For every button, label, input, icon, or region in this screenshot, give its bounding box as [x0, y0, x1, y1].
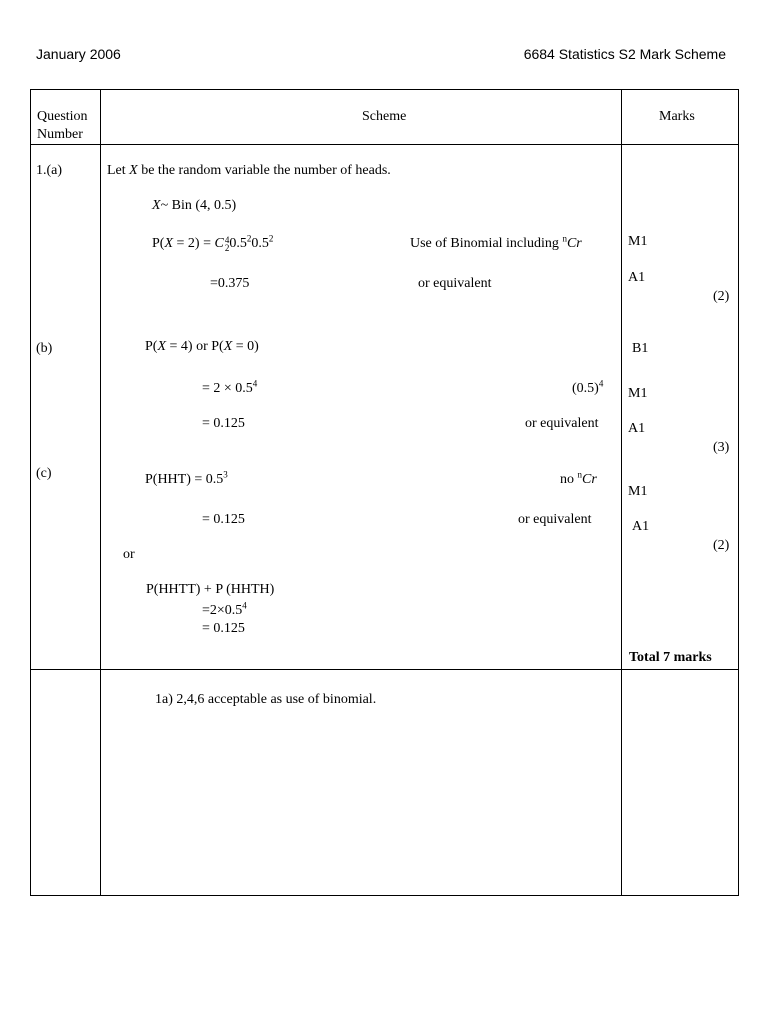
table-column-divider-1 [100, 89, 101, 896]
table-border-bottom [30, 895, 739, 896]
table-column-divider-2 [621, 89, 622, 896]
scheme-distribution: X~ Bin (4, 0.5) [152, 198, 237, 213]
scheme-c-step-2: = 0.125 [202, 512, 245, 527]
scheme-b-note-3: or equivalent [525, 416, 599, 431]
question-number-1a: 1.(a) [36, 163, 63, 178]
scheme-c-note-1: no $^n$Cr [560, 469, 597, 487]
scheme-b-step-3: = 0.125 [202, 416, 245, 431]
header-number: Number [37, 127, 83, 142]
header-marks: Marks [659, 109, 695, 124]
scheme-note-row: 1a) 2,4,6 acceptable as use of binomial. [155, 692, 377, 707]
scheme-intro: Let X be the random variable the number of heads. [107, 163, 391, 178]
table-border-left [30, 89, 31, 896]
scheme-result-a-note: or equivalent [418, 276, 492, 291]
mark-c-a1: A1 [632, 519, 650, 534]
header-title: 6684 Statistics S2 Mark Scheme [523, 46, 726, 62]
question-part-c: (c) [36, 466, 52, 481]
mark-b-m1: M1 [628, 386, 648, 401]
scheme-c-note-2: or equivalent [518, 512, 592, 527]
mark-a-total: (2) [713, 289, 730, 304]
scheme-b-step-2: = $2 \times 0.5^4$ [202, 378, 258, 396]
mark-a-m1: M1 [628, 234, 648, 249]
table-header-divider [30, 144, 739, 145]
question-part-b: (b) [36, 341, 53, 356]
mark-grand-total: Total 7 marks [629, 650, 712, 665]
scheme-or: or [123, 547, 135, 562]
mark-c-m1: M1 [628, 484, 648, 499]
header-date: January 2006 [36, 46, 121, 62]
table-border-top [30, 89, 739, 90]
header-scheme: Scheme [362, 109, 407, 124]
scheme-result-a: =0.375 [210, 276, 250, 291]
scheme-c-alt-3: = 0.125 [202, 621, 245, 636]
scheme-probability-c: $P(HHT) = 0.5^3$ [145, 469, 228, 487]
scheme-c-alt-1: P(HHTT) + P (HHTH) [146, 582, 275, 597]
header-question: Question [37, 109, 88, 124]
mark-b-b1: B1 [632, 341, 649, 356]
scheme-b-note-2: $(0.5)^4$ [572, 378, 604, 396]
scheme-probability-b: P(X = 4) or P(X = 0) [145, 339, 259, 354]
table-row-divider [30, 669, 739, 670]
mark-b-a1: A1 [628, 421, 646, 436]
scheme-note-binomial: Use of Binomial including $^n$Cr [410, 233, 582, 251]
scheme-probability-a: P(X = 2) = C 4 2 $0.5^20.5^2$ [152, 233, 274, 253]
mark-c-total: (2) [713, 538, 730, 553]
table-border-right [738, 89, 739, 896]
mark-b-total: (3) [713, 440, 730, 455]
mark-a-a1: A1 [628, 270, 646, 285]
scheme-c-alt-2: $=2\times 0.5^4$ [202, 600, 247, 618]
